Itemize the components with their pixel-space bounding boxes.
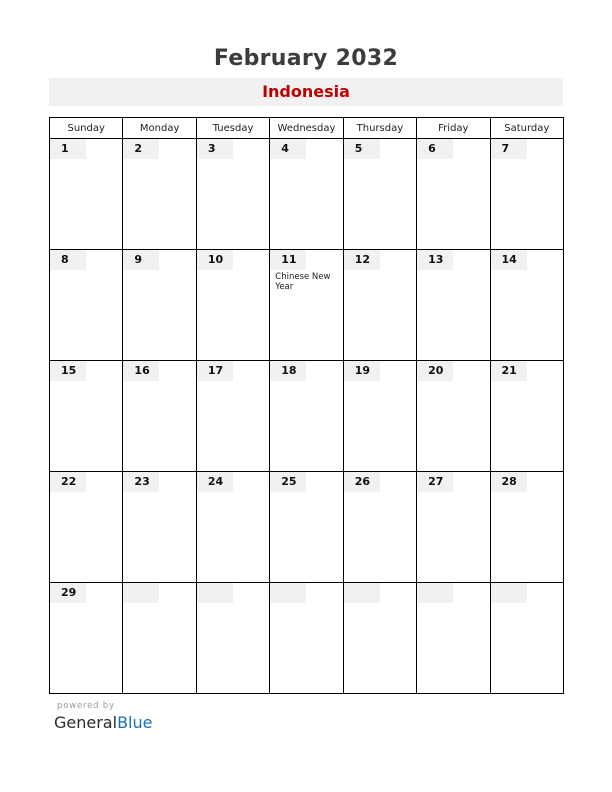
day-number: 22	[50, 472, 86, 492]
day-number: 6	[417, 139, 453, 159]
weekday-monday: Monday	[123, 118, 196, 139]
calendar-body	[50, 139, 564, 694]
day-cell	[50, 250, 123, 361]
day-number: 1	[50, 139, 86, 159]
page-title: February 2032	[213, 46, 399, 71]
day-cell	[417, 139, 490, 250]
day-cell	[270, 139, 343, 250]
day-cell	[196, 472, 269, 583]
weekday-friday: Friday	[417, 118, 490, 139]
week-row	[50, 250, 564, 361]
weekday-saturday: Saturday	[490, 118, 563, 139]
day-number: 17	[197, 361, 233, 381]
day-number	[123, 583, 159, 603]
day-number: 11	[270, 250, 306, 270]
day-number: 29	[50, 583, 86, 603]
day-cell	[270, 361, 343, 472]
country-label: Indonesia	[262, 82, 350, 101]
day-number: 21	[491, 361, 527, 381]
day-number: 27	[417, 472, 453, 492]
day-cell	[50, 139, 123, 250]
calendar-grid	[49, 117, 564, 694]
day-cell	[490, 472, 563, 583]
day-number: 10	[197, 250, 233, 270]
day-cell	[417, 361, 490, 472]
day-number: 12	[344, 250, 380, 270]
day-number: 25	[270, 472, 306, 492]
week-row	[50, 139, 564, 250]
day-cell	[123, 361, 196, 472]
day-number	[417, 583, 453, 603]
holiday-event: Chinese New Year	[275, 272, 331, 292]
day-cell	[343, 583, 416, 694]
day-cell	[343, 361, 416, 472]
day-number: 18	[270, 361, 306, 381]
brand-general: General	[54, 713, 118, 732]
day-cell	[417, 583, 490, 694]
week-row	[50, 472, 564, 583]
day-number: 2	[123, 139, 159, 159]
day-cell	[196, 361, 269, 472]
day-number: 23	[123, 472, 159, 492]
day-number: 7	[491, 139, 527, 159]
week-row	[50, 361, 564, 472]
day-cell	[196, 139, 269, 250]
day-cell	[123, 583, 196, 694]
day-number: 4	[270, 139, 306, 159]
day-cell	[490, 139, 563, 250]
day-cell	[270, 250, 343, 361]
week-row	[50, 583, 564, 694]
day-number: 28	[491, 472, 527, 492]
day-number: 14	[491, 250, 527, 270]
day-cell	[417, 250, 490, 361]
day-cell	[196, 250, 269, 361]
day-number: 24	[197, 472, 233, 492]
day-cell	[50, 472, 123, 583]
day-number: 8	[50, 250, 86, 270]
day-number: 3	[197, 139, 233, 159]
day-cell	[490, 250, 563, 361]
day-cell	[270, 472, 343, 583]
day-number	[491, 583, 527, 603]
day-number: 9	[123, 250, 159, 270]
day-number: 15	[50, 361, 86, 381]
day-cell	[196, 583, 269, 694]
day-number: 5	[344, 139, 380, 159]
day-number: 16	[123, 361, 159, 381]
powered-by-text: powered by	[57, 701, 115, 711]
day-cell	[270, 583, 343, 694]
country-banner	[49, 78, 563, 106]
day-cell	[343, 139, 416, 250]
day-cell	[490, 583, 563, 694]
day-number	[197, 583, 233, 603]
day-number	[344, 583, 380, 603]
weekday-sunday: Sunday	[50, 118, 123, 139]
day-cell	[50, 583, 123, 694]
day-cell	[343, 472, 416, 583]
weekday-tuesday: Tuesday	[196, 118, 269, 139]
day-number: 20	[417, 361, 453, 381]
day-cell	[343, 250, 416, 361]
weekday-thursday: Thursday	[343, 118, 416, 139]
day-cell	[417, 472, 490, 583]
day-number: 13	[417, 250, 453, 270]
brand-logo	[54, 713, 152, 732]
weekday-wednesday: Wednesday	[270, 118, 343, 139]
day-cell	[490, 361, 563, 472]
weekday-header-row	[50, 118, 564, 139]
day-number: 19	[344, 361, 380, 381]
day-number: 26	[344, 472, 380, 492]
day-cell	[123, 139, 196, 250]
day-number	[270, 583, 306, 603]
brand-blue: Blue	[117, 713, 153, 732]
day-cell	[123, 250, 196, 361]
day-cell	[123, 472, 196, 583]
day-cell	[50, 361, 123, 472]
